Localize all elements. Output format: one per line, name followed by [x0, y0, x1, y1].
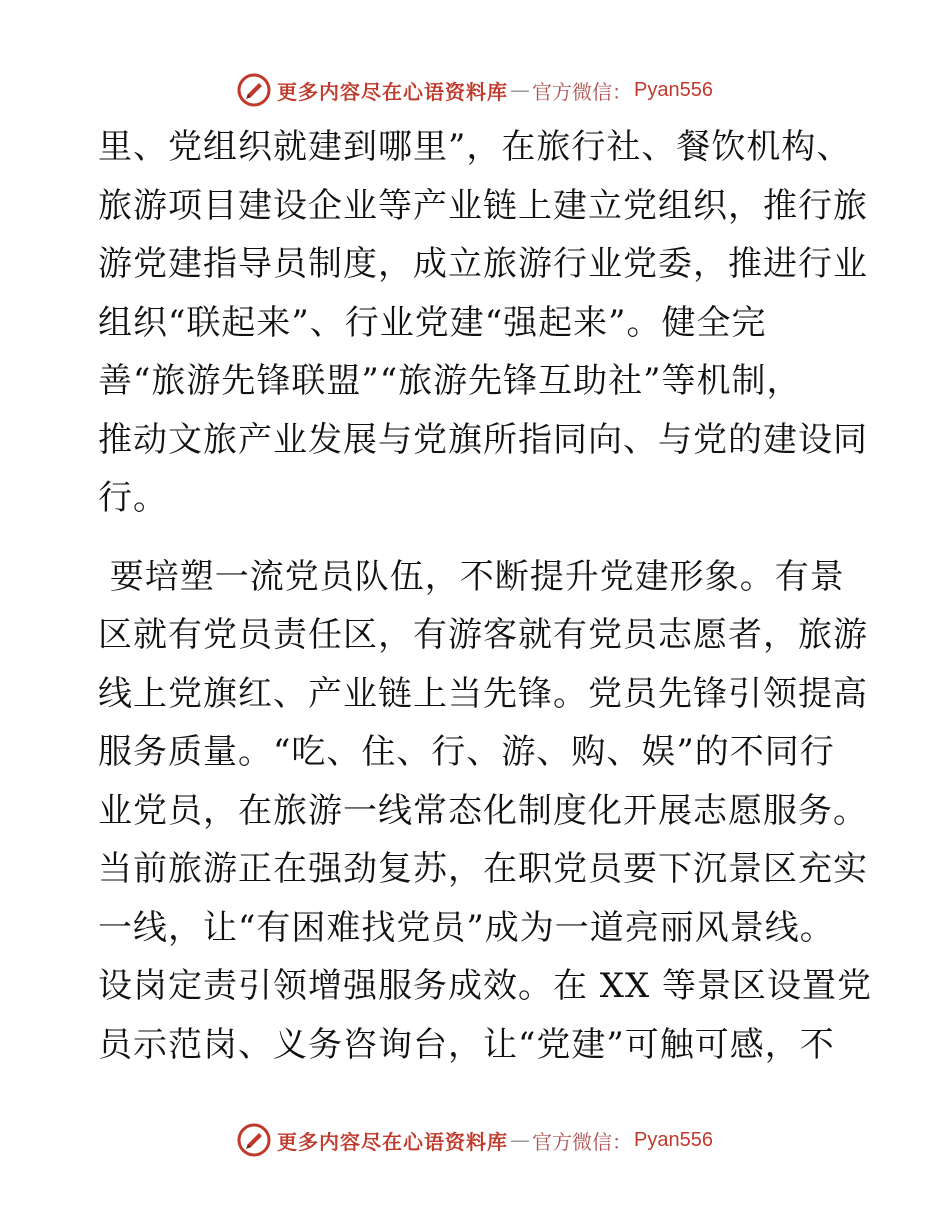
text-line: 服务质量。“吃、住、行、游、购、娱”的不同行	[98, 732, 835, 772]
watermark-wechat-label: 官方微信：	[532, 79, 633, 104]
footer-watermark	[0, 1120, 950, 1160]
text-line: 区就有党员责任区，有游客就有党员志愿者，旅游	[98, 615, 868, 655]
text-line: 一线，让“有困难找党员”成为一道亮丽风景线。	[98, 907, 835, 948]
text-line: 善“旅游先锋联盟”“旅游先锋互助社”等机制，	[98, 361, 802, 401]
text-line: 设岗定责引领增强服务成效。在 XX 等景区设置党	[98, 966, 873, 1006]
watermark-site-text: 更多内容尽在心语资料库	[277, 1129, 509, 1154]
text-line: 游党建指导员制度，成立旅游行业党委，推进行业	[98, 244, 868, 284]
text-line: 推动文旅产业发展与党旗所指同向、与党的建设同	[98, 419, 868, 460]
text-line: 业党员，在旅游一线常态化制度化开展志愿服务。	[98, 790, 868, 831]
text-line: 里、党组织就建到哪里”，在旅行社、餐饮机构、	[98, 127, 852, 167]
watermark-wechat-id: Pyan556	[634, 1128, 713, 1151]
watermark-wechat-label: 官方微信：	[532, 1129, 633, 1154]
watermark-site-text: 更多内容尽在心语资料库	[277, 79, 509, 104]
watermark-separator: —	[510, 78, 531, 102]
header-watermark	[0, 70, 950, 110]
paragraph-spacer	[98, 528, 850, 548]
text-line: 行。	[98, 478, 168, 518]
logo-icon	[237, 1123, 271, 1157]
text-line: 员示范岗、义务咨询台，让“党建”可触可感，不	[98, 1024, 835, 1065]
text-line: 组织“联起来”、行业党建“强起来”。健全完	[98, 302, 767, 343]
text-line: 线上党旗红、产业链上当先锋。党员先锋引领提高	[98, 673, 868, 714]
paragraph-1	[98, 118, 868, 528]
watermark-separator: —	[510, 1128, 531, 1152]
text-line: 要培塑一流党员队伍，不断提升党建形象。有景	[98, 556, 845, 597]
paragraph-2	[98, 548, 873, 1075]
text-line: 当前旅游正在强劲复苏，在职党员要下沉景区充实	[98, 849, 868, 889]
logo-icon	[237, 73, 271, 107]
watermark-wechat-id: Pyan556	[634, 78, 713, 101]
document-body	[98, 118, 873, 1074]
text-line: 旅游项目建设企业等产业链上建立党组织，推行旅	[98, 185, 868, 226]
